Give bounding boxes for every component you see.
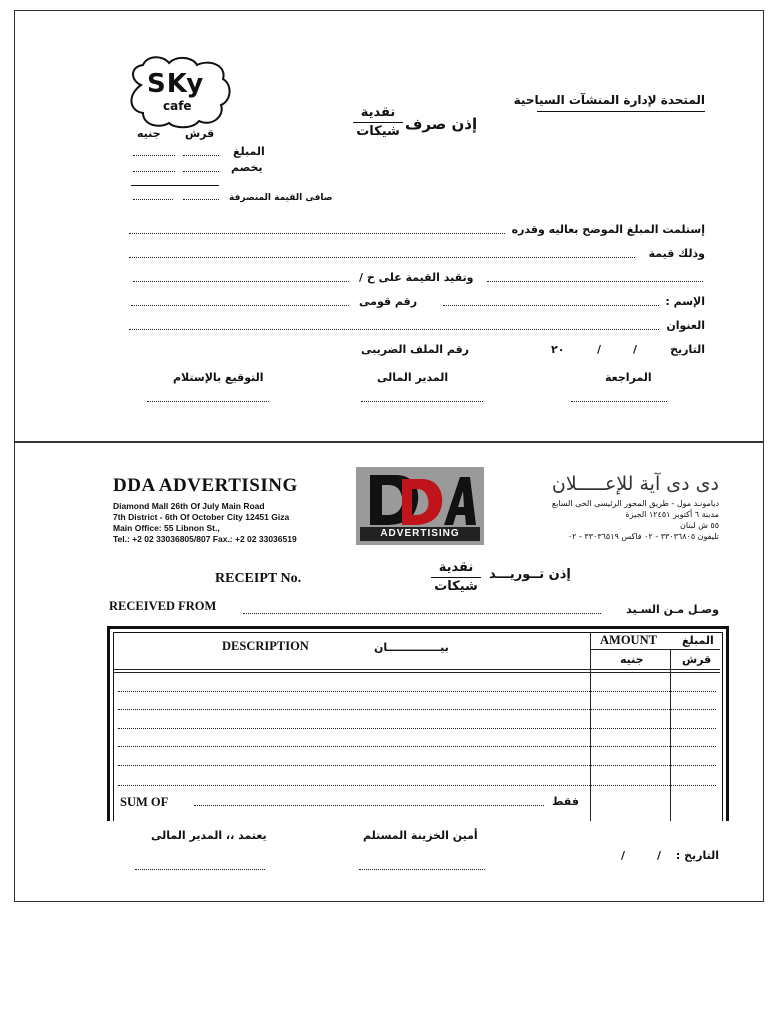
net-value-label: صافى القيمة المنصرفة — [229, 193, 333, 203]
logo-subtext: cafe — [163, 99, 192, 113]
approver-signature-field[interactable] — [135, 869, 265, 870]
logo-text: SKy — [147, 69, 205, 99]
cash-cheques-fraction — [353, 105, 403, 140]
treasurer-label: أمين الخزينة المستلم — [363, 829, 478, 842]
sum-of-label: SUM OF — [120, 795, 169, 809]
net-pound-field[interactable] — [133, 199, 173, 200]
net-piaster-field[interactable] — [183, 199, 219, 200]
receipt-cash-cheques-fraction — [431, 560, 481, 595]
treasurer-signature-field[interactable] — [359, 869, 485, 870]
deduct-pound-field[interactable] — [133, 171, 175, 172]
received-amount-field[interactable] — [129, 233, 505, 234]
table-row[interactable] — [118, 709, 716, 710]
receipt-date-slash-2: / — [621, 849, 626, 862]
table-row[interactable] — [118, 746, 716, 747]
address-line-4: Tel.: +2 02 33036805/807 Fax.: +2 02 33036519 — [113, 534, 297, 544]
value-of-field[interactable] — [129, 257, 635, 258]
ar-address-line-2: مدينة ٦ أكتوبر ١٢٤٥١ الجيزة — [625, 510, 719, 519]
cash-label: نقدية — [360, 105, 396, 120]
table-row[interactable] — [118, 785, 716, 786]
approved-label: يعتمد ،، المدير المالى — [151, 829, 267, 842]
ar-address-line-4: تليفون ٣٣٠٣٦٨٠٥ - ٠٢ فاكس ٣٣٠٣٦٥١٩ - ٠٢ — [567, 532, 719, 541]
expense-voucher — [14, 10, 764, 442]
receiver-signature-field[interactable] — [147, 401, 269, 402]
description-header: DESCRIPTION — [222, 639, 309, 653]
address-label: العنوان — [666, 319, 705, 332]
amount-piaster-field[interactable] — [183, 155, 219, 156]
national-id-label: رقم قومى — [359, 295, 418, 308]
charged-account-field[interactable] — [487, 281, 703, 282]
receipt-cash-label: نقدية — [438, 560, 474, 575]
supply-title: إذن تــوريـــد — [489, 567, 571, 582]
dda-logo — [356, 467, 484, 545]
amount-ar-header: المبلغ — [682, 634, 714, 647]
manager-signature-field[interactable] — [361, 401, 483, 402]
address-field[interactable] — [129, 329, 659, 330]
description-ar-header: بيــــــــــــــان — [374, 641, 449, 654]
sum-of-field[interactable] — [194, 805, 544, 806]
ar-address-line-1: ديامونـد مول - طريق المحور الرئيسى الحى السابع — [551, 499, 719, 508]
voucher-title: إذن صرف — [405, 115, 478, 133]
dda-logo-band: ADVERTISING — [360, 527, 480, 541]
received-text: إستلمت المبلغ الموضح بعاليه وقدره — [511, 223, 705, 236]
national-id-field[interactable] — [131, 305, 349, 306]
company-underline — [537, 111, 705, 112]
received-from-field[interactable] — [243, 613, 601, 614]
date-slash-1: / — [633, 343, 638, 356]
charged-extra-field[interactable] — [133, 281, 349, 282]
table-row[interactable] — [118, 728, 716, 729]
piaster-header: قرش — [682, 653, 712, 666]
col-piaster: قرش — [185, 127, 215, 140]
pound-header: جنيه — [620, 653, 644, 666]
name-field[interactable] — [443, 305, 659, 306]
date-slash-2: / — [597, 343, 602, 356]
charged-to-label: وتقيد القيمة على ح / — [359, 271, 474, 284]
receipt-number-label: RECEIPT No. — [215, 571, 302, 586]
cheques-label: شيكات — [356, 124, 400, 139]
financial-manager-label: المدير المالى — [377, 371, 449, 384]
table-row[interactable] — [118, 691, 716, 692]
company-name-en: DDA ADVERTISING — [113, 475, 298, 496]
received-from-label: RECEIVED FROM — [109, 599, 217, 613]
receipt-date-slash-1: / — [657, 849, 662, 862]
date-year: ٢٠ — [551, 343, 565, 356]
review-label: المراجعة — [605, 371, 652, 384]
receipt-date-label: التاريخ : — [675, 849, 719, 862]
only-label: فقط — [552, 795, 579, 808]
ar-address-line-3: ٥٥ ش لبنان — [679, 521, 719, 530]
date-label: التاريخ — [670, 343, 705, 356]
table-row[interactable] — [118, 765, 716, 766]
receipt-signature-label: التوقيع بالإستلام — [173, 371, 264, 384]
address-line-1: Diamond Mall 26th Of July Main Road — [113, 501, 265, 511]
received-from-ar-label: وصـل مـن السـيد — [626, 603, 719, 616]
receipt-cheques-label: شيكات — [434, 579, 478, 594]
amount-header: AMOUNT — [600, 633, 657, 647]
review-signature-field[interactable] — [571, 401, 667, 402]
address-line-2: 7th District - 6th Of October City 12451 Giza — [113, 512, 290, 522]
deduct-label: يخصم — [231, 161, 263, 174]
description-table — [107, 626, 729, 821]
total-rule — [131, 185, 219, 186]
address-line-3: Main Office: 55 Libnon St., — [113, 523, 220, 533]
name-label: الإسم : — [665, 295, 705, 308]
deduct-piaster-field[interactable] — [183, 171, 219, 172]
company-name-ar: دى دى آية للإعـــــلان — [551, 473, 719, 495]
col-pound: جنيه — [137, 127, 161, 140]
amount-label: المبلغ — [233, 145, 265, 158]
amount-pound-field[interactable] — [133, 155, 175, 156]
supply-receipt — [14, 442, 764, 902]
company-name: المتحدة لإدارة المنشآت السياحية — [513, 93, 705, 107]
sky-cafe-logo — [123, 55, 235, 129]
tax-file-label: رقم الملف الضريبى — [361, 343, 470, 356]
value-of-label: وذلك قيمة — [648, 247, 705, 260]
